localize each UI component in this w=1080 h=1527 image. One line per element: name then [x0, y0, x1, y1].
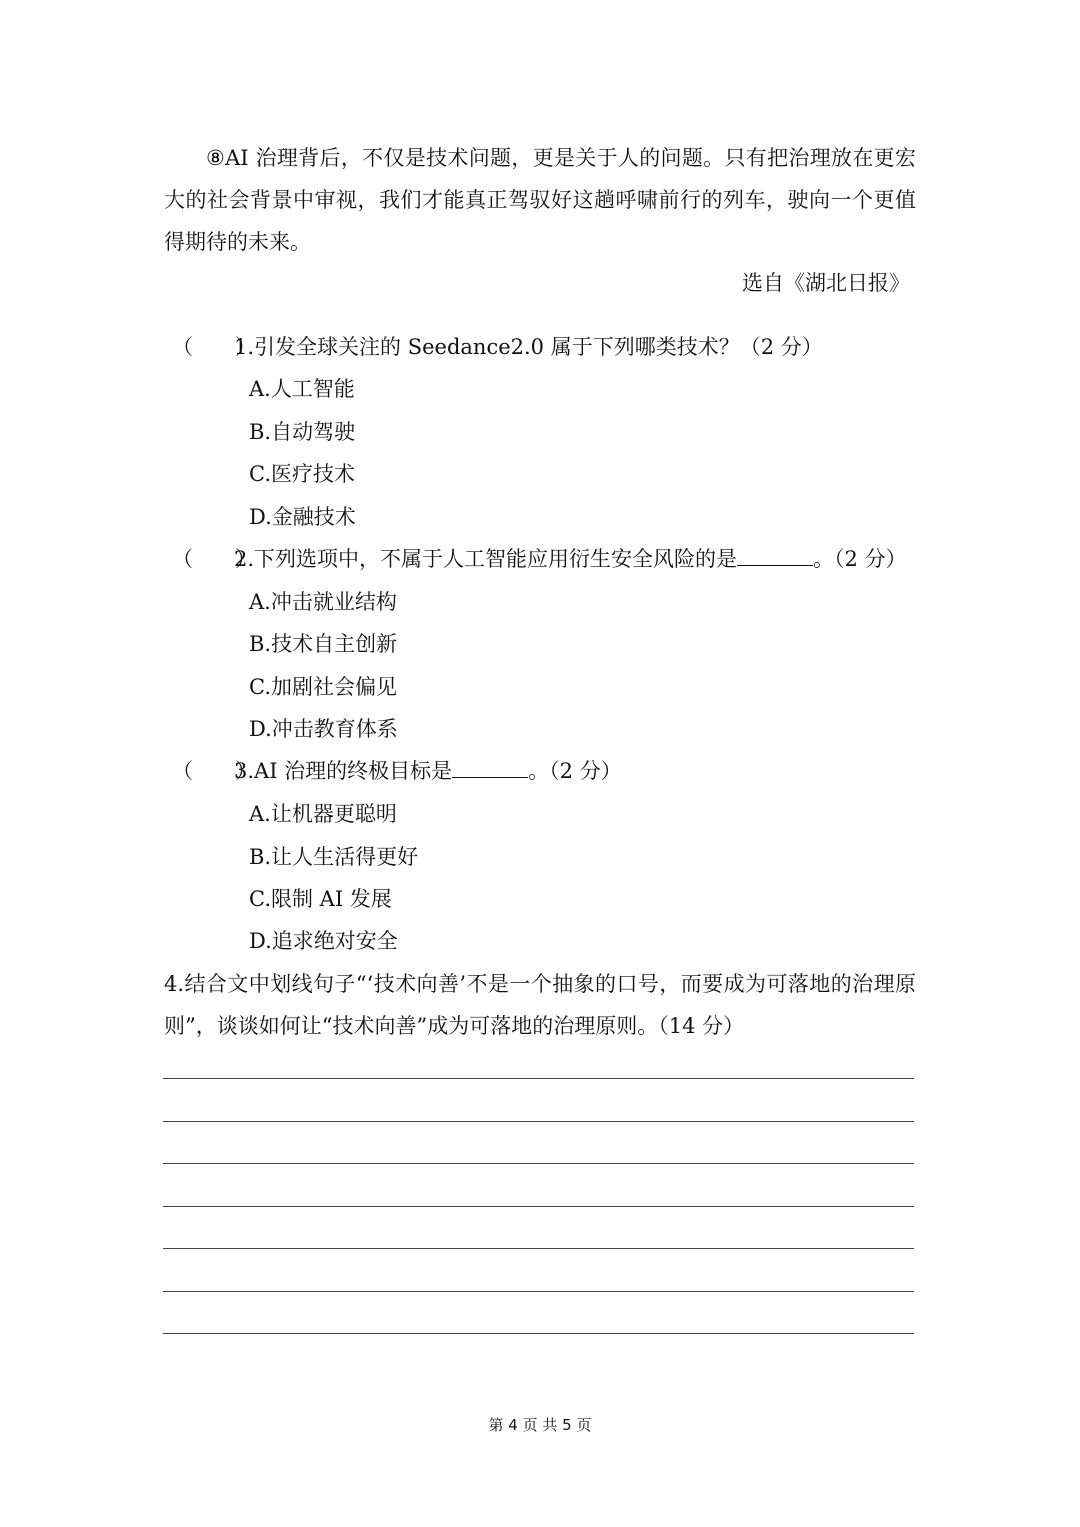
question-3-text-end: 。（2 分） [528, 759, 622, 783]
fill-blank [737, 543, 813, 566]
question-2 [172, 538, 907, 580]
passage-paragraph-8: ⑧AI 治理背后，不仅是技术问题，更是关于人的问题。只有把治理放在更宏大的社会背景中审视，我们才能真正驾驭好这趟呼啸前行的列车，驶向一个更值得期待的未来。 [164, 146, 916, 254]
passage-source: 选自《湖北日报》 [742, 271, 910, 295]
question-2-option-d: D.冲击教育体系 [249, 717, 398, 741]
page-number-footer: 第 4 页 共 5 页 [488, 1416, 592, 1434]
question-1-text: 1.引发全球关注的 Seedance2.0 属于下列哪类技术？（2 分） [234, 335, 823, 359]
answer-line[interactable] [163, 1333, 914, 1376]
answer-bracket[interactable]: （ ） [172, 335, 256, 359]
question-3-option-c: C.限制 AI 发展 [249, 887, 392, 911]
question-3 [172, 750, 622, 792]
question-2-option-b: B.技术自主创新 [249, 632, 398, 656]
question-2-option-c: C.加剧社会偏见 [249, 675, 397, 699]
fill-blank [452, 755, 528, 778]
question-1-option-c: C.医疗技术 [249, 462, 355, 486]
answer-line[interactable] [163, 1163, 914, 1206]
answer-bracket[interactable]: （ ） [172, 759, 256, 783]
question-1-option-d: D.金融技术 [249, 505, 356, 529]
question-1-option-b: B.自动驾驶 [249, 420, 356, 444]
question-4: 4.结合文中划线句子“‘技术向善’不是一个抽象的口号，而要成为可落地的治理原则”，谈谈如何让“技术向善”成为可落地的治理原则。（14 分） [164, 972, 916, 1038]
question-1 [172, 326, 823, 368]
question-3-option-a: A.让机器更聪明 [249, 802, 397, 826]
answer-bracket[interactable]: （ ） [172, 547, 256, 571]
question-3-option-d: D.追求绝对安全 [249, 929, 398, 953]
question-2-option-a: A.冲击就业结构 [249, 590, 397, 614]
question-3-option-b: B.让人生活得更好 [249, 845, 419, 869]
answer-line[interactable] [163, 1078, 914, 1121]
answer-writing-area[interactable] [163, 1078, 914, 1376]
question-3-text: 3.AI 治理的终极目标是 [234, 759, 453, 783]
answer-line[interactable] [163, 1121, 914, 1164]
question-1-option-a: A.人工智能 [249, 377, 355, 401]
question-2-text: 2.下列选项中，不属于人工智能应用衍生安全风险的是 [234, 547, 738, 571]
answer-line[interactable] [163, 1291, 914, 1334]
answer-line[interactable] [163, 1206, 914, 1249]
question-2-text-end: 。（2 分） [813, 547, 907, 571]
answer-line[interactable] [163, 1248, 914, 1291]
